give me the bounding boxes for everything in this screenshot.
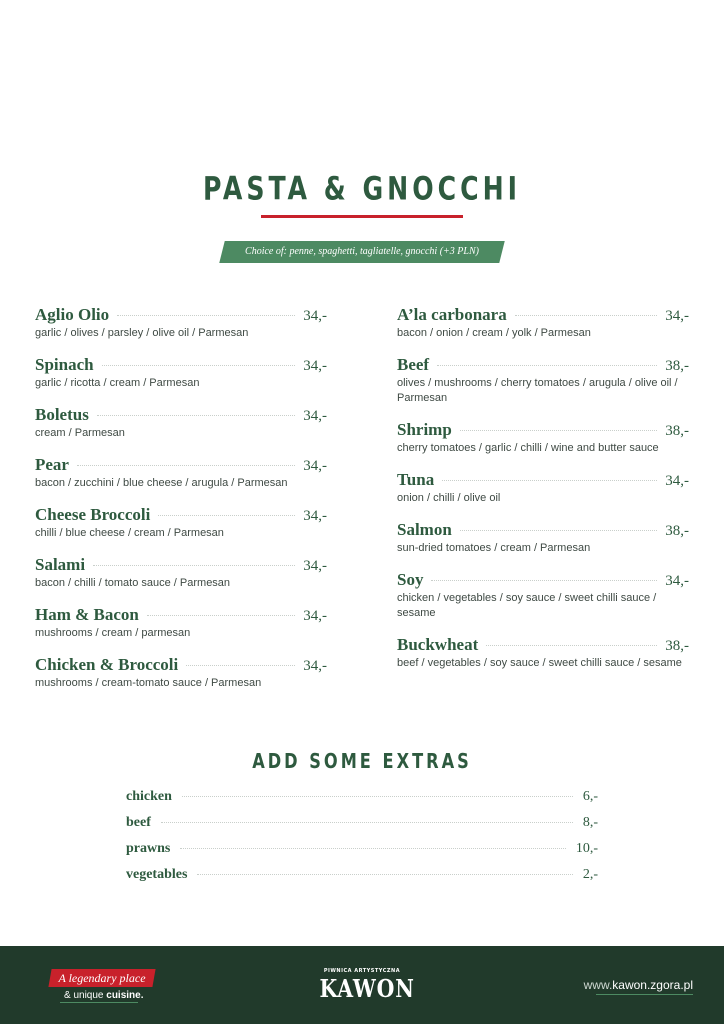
dot-leader bbox=[182, 796, 573, 797]
menu-item-description: garlic / olives / parsley / olive oil / Parmesan bbox=[35, 327, 249, 339]
menu-item-name: Tuna bbox=[397, 470, 435, 489]
dot-leader bbox=[97, 415, 295, 416]
dot-leader bbox=[442, 480, 657, 481]
dot-leader bbox=[117, 315, 295, 316]
menu-item-description: chicken / vegetables / soy sauce / sweet chilli sauce / sesame bbox=[397, 592, 657, 619]
menu-item-description: chilli / blue cheese / cream / Parmesan bbox=[35, 527, 224, 539]
website-prefix: www. bbox=[583, 978, 613, 992]
extra-item-name: chicken bbox=[126, 789, 172, 804]
menu-item-price: 34,- bbox=[303, 458, 327, 474]
menu-item-description: sun-dried tomatoes / cream / Parmesan bbox=[397, 542, 591, 554]
extra-item-price: 8,- bbox=[582, 815, 598, 830]
menu-item-description: olives / mushrooms / cherry tomatoes / arugula / olive oil / Parmesan bbox=[397, 377, 678, 404]
menu-item bbox=[35, 505, 327, 541]
menu-item-price: 34,- bbox=[665, 308, 689, 324]
dot-leader bbox=[460, 430, 657, 431]
menu-item bbox=[35, 455, 327, 491]
logo-subtitle: PIWNICA ARTYSTYCZNA bbox=[323, 968, 401, 974]
menu-item-price: 34,- bbox=[665, 573, 689, 589]
tagline-primary: A legendary place bbox=[58, 971, 146, 985]
menu-item bbox=[397, 355, 689, 406]
menu-item bbox=[35, 405, 327, 441]
menu-item-price: 34,- bbox=[303, 608, 327, 624]
menu-item-price: 38,- bbox=[665, 358, 689, 374]
menu-item-price: 34,- bbox=[303, 308, 327, 324]
extra-item-name: prawns bbox=[126, 841, 171, 856]
menu-item bbox=[397, 420, 689, 456]
menu-item bbox=[35, 305, 327, 341]
extras-list bbox=[126, 789, 598, 893]
dot-leader bbox=[77, 465, 295, 466]
menu-item-name: Ham & Bacon bbox=[35, 605, 139, 624]
extra-item-price: 2,- bbox=[582, 867, 598, 882]
menu-item-price: 34,- bbox=[303, 358, 327, 374]
menu-item bbox=[397, 470, 689, 506]
menu-item-price: 38,- bbox=[665, 638, 689, 654]
menu-item-price: 34,- bbox=[303, 558, 327, 574]
dot-leader bbox=[486, 645, 657, 646]
menu-item-description: garlic / ricotta / cream / Parmesan bbox=[35, 377, 200, 389]
tagline-underline bbox=[60, 1002, 138, 1003]
menu-item-description: cherry tomatoes / garlic / chilli / wine and butter sauce bbox=[397, 442, 659, 454]
dot-leader bbox=[102, 365, 296, 366]
choice-text bbox=[222, 241, 502, 263]
menu-column-left bbox=[35, 305, 327, 705]
menu-item-name: Chicken & Broccoli bbox=[35, 655, 179, 674]
menu-item bbox=[35, 555, 327, 591]
menu-column-right bbox=[397, 305, 689, 685]
menu-item-price: 34,- bbox=[303, 508, 327, 524]
website-underline bbox=[596, 994, 693, 995]
menu-item-name: Aglio Olio bbox=[35, 305, 110, 324]
extras-title: ADD SOME EXTRAS bbox=[252, 749, 472, 774]
menu-item bbox=[35, 355, 327, 391]
menu-item-description: mushrooms / cream / parmesan bbox=[35, 627, 191, 639]
choice-options: penne, spaghetti, tagliatelle, gnocchi (+3 PLN) bbox=[289, 246, 479, 257]
extra-item bbox=[126, 815, 598, 841]
dot-leader bbox=[161, 822, 573, 823]
tagline-secondary bbox=[64, 990, 164, 1001]
menu-item bbox=[35, 655, 327, 691]
dot-leader bbox=[437, 365, 657, 366]
tagline-secondary-strong: cuisine. bbox=[106, 990, 144, 1001]
extra-item bbox=[126, 841, 598, 867]
menu-item-name: Boletus bbox=[35, 405, 89, 424]
menu-item-price: 38,- bbox=[665, 423, 689, 439]
menu-item-price: 34,- bbox=[303, 408, 327, 424]
dot-leader bbox=[186, 665, 295, 666]
menu-item-description: cream / Parmesan bbox=[35, 427, 125, 439]
menu-item-name: Salmon bbox=[397, 520, 452, 539]
menu-item-name: A’la carbonara bbox=[397, 305, 507, 324]
menu-item-description: onion / chilli / olive oil bbox=[397, 492, 501, 504]
website-link[interactable] bbox=[560, 978, 693, 992]
menu-item-description: bacon / onion / cream / yolk / Parmesan bbox=[397, 327, 591, 339]
menu-item-name: Buckwheat bbox=[397, 635, 479, 654]
dot-leader bbox=[197, 874, 572, 875]
extra-item-price: 10,- bbox=[575, 841, 598, 856]
website-domain: kawon.zgora.pl bbox=[612, 978, 693, 992]
menu-item bbox=[397, 305, 689, 341]
menu-item bbox=[397, 520, 689, 556]
dot-leader bbox=[180, 848, 565, 849]
menu-item-description: bacon / zucchini / blue cheese / arugula / Parmesan bbox=[35, 477, 288, 489]
menu-item-name: Beef bbox=[397, 355, 430, 374]
menu-item-name: Cheese Broccoli bbox=[35, 505, 151, 524]
menu-item-name: Salami bbox=[35, 555, 86, 574]
tagline-secondary-prefix: & unique bbox=[64, 990, 104, 1001]
dot-leader bbox=[93, 565, 295, 566]
menu-item-name: Soy bbox=[397, 570, 424, 589]
dot-leader bbox=[158, 515, 295, 516]
choice-label: Choice of: bbox=[245, 246, 287, 257]
menu-item-description: mushrooms / cream-tomato sauce / Parmesan bbox=[35, 677, 262, 689]
menu-item-name: Spinach bbox=[35, 355, 94, 374]
dot-leader bbox=[460, 530, 657, 531]
menu-item-name: Shrimp bbox=[397, 420, 452, 439]
title-underline bbox=[261, 215, 463, 218]
menu-item-price: 38,- bbox=[665, 523, 689, 539]
menu-item-price: 34,- bbox=[665, 473, 689, 489]
page-title: PASTA & GNOCCHI bbox=[202, 169, 522, 208]
extra-item-name: vegetables bbox=[126, 867, 188, 882]
menu-item-name: Pear bbox=[35, 455, 69, 474]
dot-leader bbox=[431, 580, 657, 581]
extra-item-name: beef bbox=[126, 815, 151, 830]
menu-item bbox=[397, 635, 689, 671]
dot-leader bbox=[147, 615, 295, 616]
menu-item-description: beef / vegetables / soy sauce / sweet chilli sauce / sesame bbox=[397, 657, 682, 669]
menu-item-description: bacon / chilli / tomato sauce / Parmesan bbox=[35, 577, 231, 589]
menu-item-price: 34,- bbox=[303, 658, 327, 674]
extra-item bbox=[126, 867, 598, 893]
extra-item bbox=[126, 789, 598, 815]
menu-item bbox=[35, 605, 327, 641]
menu-item bbox=[397, 570, 689, 621]
extra-item-price: 6,- bbox=[582, 789, 598, 804]
dot-leader bbox=[515, 315, 658, 316]
logo-wordmark: KAWON bbox=[319, 974, 415, 1003]
